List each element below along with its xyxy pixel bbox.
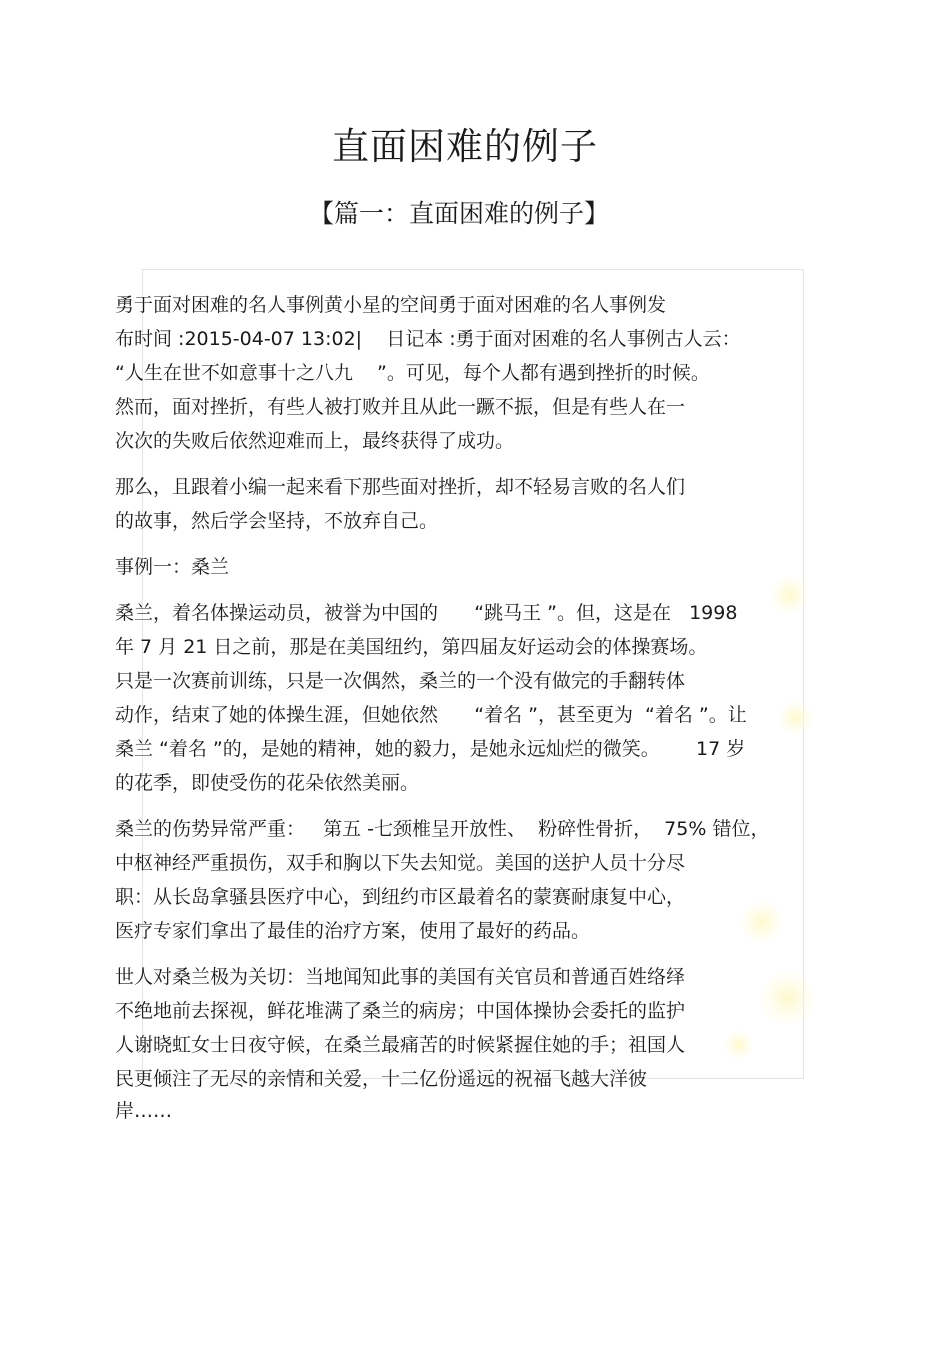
- section-heading: 【篇一：直面困难的例子】: [308, 199, 609, 228]
- text-line: 那么，且跟着小编一起来看下那些面对挫折，却不轻易言败的名人们: [115, 476, 686, 498]
- paragraph-example-heading: [115, 550, 845, 584]
- text-line: 的花季，即使受伤的花朵依然美丽。: [115, 772, 420, 794]
- text-line: 然而，面对挫折，有些人被打败并且从此一蹶不振，但是有些人在一: [115, 396, 686, 418]
- text-line: 桑兰 “着名 ”的，是她的精神，她的毅力，是她永远灿烂的微笑。 17 岁: [115, 738, 746, 760]
- text-line: 人谢晓虹女士日夜守候，在桑兰最痛苦的时候紧握住她的手；祖国人: [115, 1034, 686, 1056]
- text-line: 职：从长岛拿骚县医疗中心，到纽约市区最着名的蒙赛耐康复中心，: [115, 886, 686, 908]
- paragraph-sang-lan-story: [115, 596, 845, 800]
- text-line: 事例一：桑兰: [115, 556, 230, 578]
- paragraph-injury: [115, 812, 845, 948]
- text-line: 不绝地前去探视，鲜花堆满了桑兰的病房；中国体操协会委托的监护: [115, 1000, 686, 1022]
- text-line: 动作，结束了她的体操生涯，但她依然 “着名 ”，甚至更为 “着名 ”。让: [115, 704, 747, 726]
- text-line: 桑兰，着名体操运动员，被誉为中国的 “跳马王 ”。但，这是在 1998: [115, 602, 738, 624]
- paragraph-intro: [115, 288, 845, 458]
- paragraph-lead-in: [115, 470, 845, 538]
- text-line: 医疗专家们拿出了最佳的治疗方案，使用了最好的药品。: [115, 920, 591, 942]
- text-line: “人生在世不如意事十之八九 ”。可见，每个人都有遇到挫折的时候。: [115, 362, 710, 384]
- text-line: 布时间 :2015-04-07 13:02| 日记本 :勇于面对困难的名人事例古人云：: [115, 328, 741, 350]
- text-line: 民更倾注了无尽的亲情和关爱，十二亿份遥远的祝福飞越大洋彼: [115, 1068, 648, 1090]
- text-line: 只是一次赛前训练，只是一次偶然，桑兰的一个没有做完的手翻转体: [115, 670, 686, 692]
- text-line: 次次的失败后依然迎难而上，最终获得了成功。: [115, 430, 515, 452]
- text-line: 桑兰的伤势异常严重： 第五 -七颈椎呈开放性、 粉碎性骨折， 75% 错位，: [115, 818, 770, 840]
- article-body: [115, 288, 845, 1138]
- text-line: 年 7 月 21 日之前，那是在美国纽约，第四届友好运动会的体操赛场。: [115, 636, 708, 658]
- document-title: 直面困难的例子: [332, 125, 598, 168]
- text-line: 勇于面对困难的名人事例黄小星的空间勇于面对困难的名人事例发: [115, 294, 667, 316]
- text-line: 岸……: [115, 1100, 173, 1122]
- text-line: 的故事，然后学会坚持，不放弃自己。: [115, 510, 439, 532]
- text-line: 中枢神经严重损伤，双手和胸以下失去知觉。美国的送护人员十分尽: [115, 852, 686, 874]
- text-line: 世人对桑兰极为关切：当地闻知此事的美国有关官员和普通百姓络绎: [115, 966, 686, 988]
- paragraph-public-concern: [115, 960, 845, 1126]
